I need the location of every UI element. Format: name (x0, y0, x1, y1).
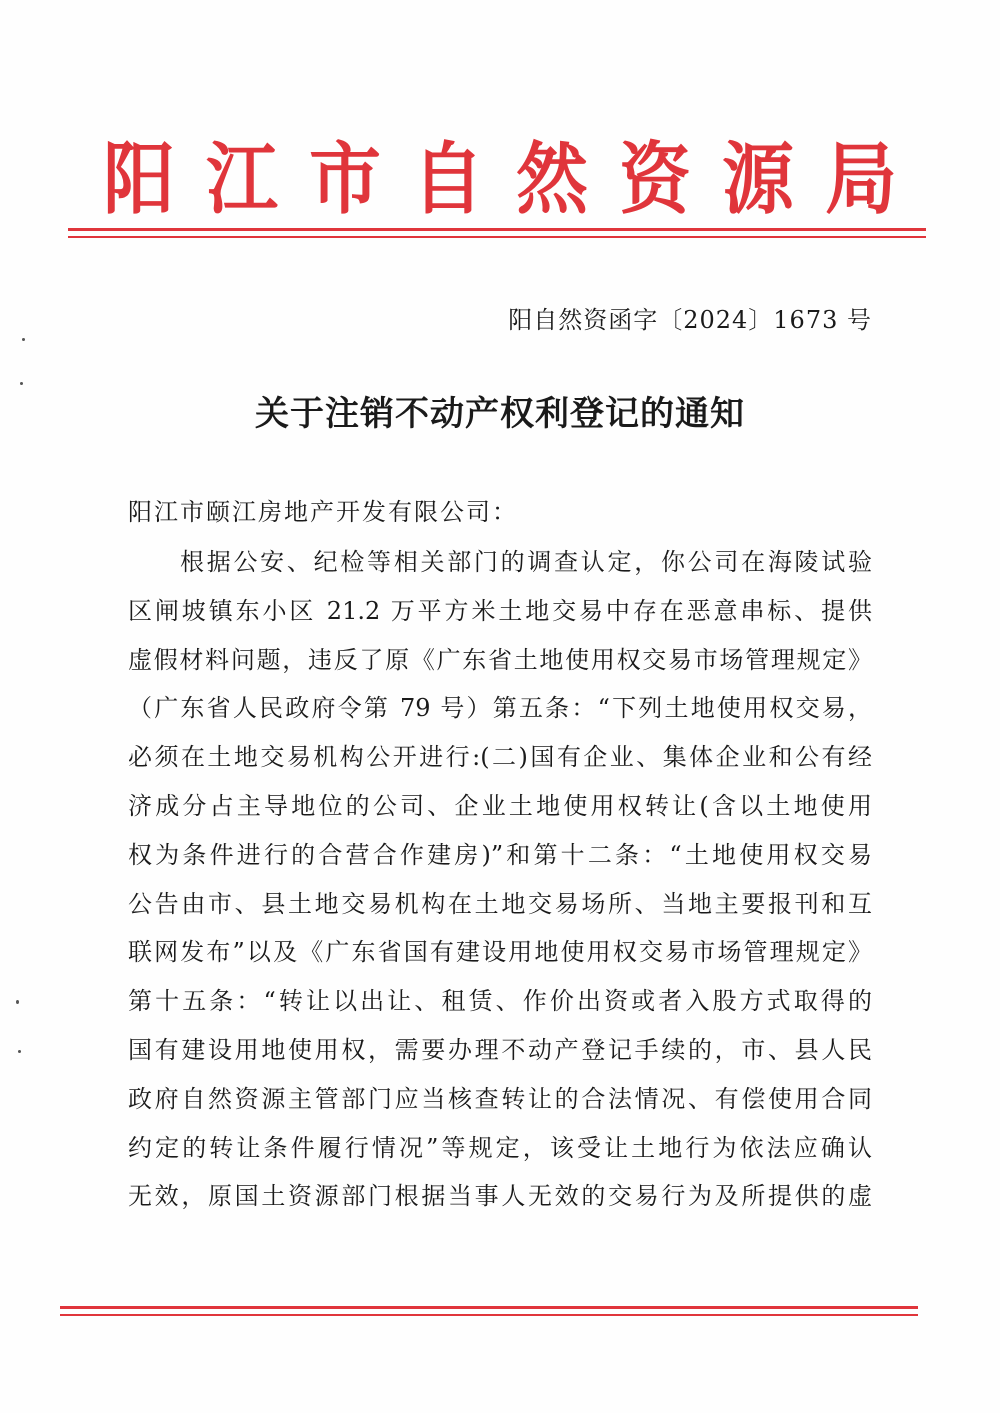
body-line: 必须在土地交易机构公开进行:(二)国有企业、集体企业和公有经 (128, 743, 872, 772)
body-line: （广东省人民政府令第 79 号）第五条：“下列土地使用权交易， (128, 694, 872, 723)
body-line: 根据公安、纪检等相关部门的调查认定，你公司在海陵试验 (180, 548, 872, 576)
addressee: 阳江市颐江房地产开发有限公司： (128, 498, 518, 526)
letterhead-char: 自 (412, 134, 485, 225)
letterhead-char: 然 (515, 134, 588, 225)
letterhead-char: 局 (825, 134, 897, 225)
body-line: 第十五条：“转让以出让、租赁、作价出资或者入股方式取得的 (128, 987, 872, 1016)
letterhead-char: 江 (206, 134, 279, 225)
letterhead-rule-thick (68, 228, 926, 231)
letterhead-title (100, 134, 900, 225)
scan-speck (22, 338, 25, 341)
body-text (128, 538, 872, 1221)
footer-rule-thick (60, 1306, 918, 1309)
body-line: 区闸坡镇东小区 21.2 万平方米土地交易中存在恶意串标、提供 (128, 596, 872, 625)
body-line: 联网发布”以及《广东省国有建设用地使用权交易市场管理规定》 (128, 938, 872, 967)
letterhead-char: 阳 (103, 134, 175, 225)
footer-rule-thin (60, 1314, 918, 1316)
scan-speck (18, 1050, 21, 1053)
body-line: 约定的转让条件履行情况”等规定，该受让土地行为依法应确认 (128, 1133, 872, 1162)
letterhead-char: 市 (309, 134, 382, 225)
body-line: 国有建设用地使用权，需要办理不动产登记手续的，市、县人民 (128, 1035, 872, 1064)
letterhead-rule-thin (68, 236, 926, 238)
scan-speck (20, 382, 23, 385)
document-number: 阳自然资函字〔2024〕1673 号 (508, 306, 872, 334)
body-line: 公告由市、县土地交易机构在土地交易场所、当地主要报刊和互 (128, 889, 872, 918)
body-line: 权为条件进行的合营合作建房)”和第十二条：“土地使用权交易 (128, 840, 872, 869)
letterhead-char: 源 (721, 134, 794, 225)
body-line: 虚假材料问题，违反了原《广东省土地使用权交易市场管理规定》 (128, 645, 872, 674)
body-line: 政府自然资源主管部门应当核查转让的合法情况、有偿使用合同 (128, 1084, 872, 1113)
body-line: 济成分占主导地位的公司、企业土地使用权转让(含以土地使用 (128, 791, 872, 820)
body-line: 无效，原国土资源部门根据当事人无效的交易行为及所提供的虚 (128, 1182, 872, 1211)
letterhead-char: 资 (618, 134, 691, 225)
scan-speck (16, 1000, 19, 1004)
document-title: 关于注销不动产权利登记的通知 (255, 394, 745, 434)
